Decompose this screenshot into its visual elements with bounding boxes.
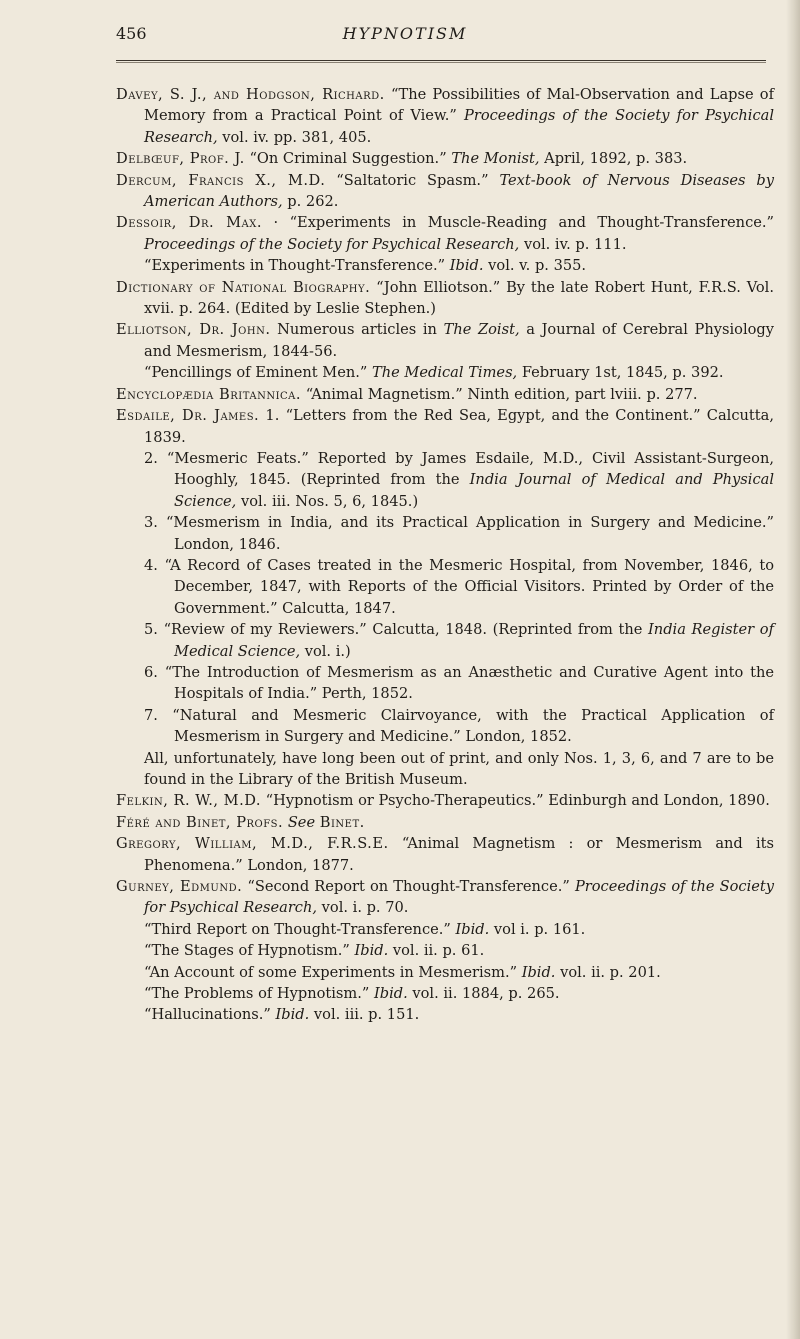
entry-delboeuf (116, 148, 774, 169)
entry-italic: India Register of Medical Science, (174, 621, 774, 660)
author: Gregory, William, M.D., F.R.S.E. (116, 835, 389, 853)
header-rule-secondary (116, 62, 766, 63)
entry-italic: India Journal of Medical and Physical Science, (174, 471, 774, 510)
entry-fere (116, 812, 774, 833)
entry-text: “An Account of some Experiments in Mesmerism.” (144, 963, 522, 981)
entry-italic: Proceedings of the Society for Psychical Research, (144, 878, 774, 917)
entry-text: · “Experiments in Muscle-Reading and Thought-Transference.” (262, 214, 774, 232)
entry-esdaile-6 (116, 662, 774, 705)
entry-italic: Ibid. (449, 257, 484, 275)
entry-elliotson-2 (116, 362, 774, 383)
author: Dercum, Francis X., M.D. (116, 171, 326, 189)
entry-italic: The Monist, (451, 150, 540, 168)
entry-esdaile-3 (116, 512, 774, 555)
entry-text: “Hypnotism or Psycho-Therapeutics.” Edinburgh and London, 1890. (261, 792, 770, 810)
entry-felkin (116, 790, 774, 811)
entry-text: vol. ii. p. 201. (555, 963, 661, 981)
entry-dessoir (116, 212, 774, 255)
entry-gregory (116, 833, 774, 876)
entry-italic: The Medical Times, (372, 364, 518, 382)
entry-text: a Journal of Cerebral Physiology and Mesmerism, 1844-56. (144, 321, 774, 360)
entry-text: “Animal Magnetism.” Ninth edition, part lviii. p. 277. (301, 385, 698, 403)
entry-italic: Proceedings of the Society for Psychical Research, (144, 107, 775, 146)
entry-encyclopaedia (116, 384, 774, 405)
author: Elliotson, Dr. John. (116, 321, 271, 339)
entry-esdaile-7 (116, 705, 774, 748)
entry-text: Numerous articles in (270, 321, 444, 339)
entry-elliotson (116, 319, 774, 362)
entry-gurney-2 (116, 919, 774, 940)
entry-text: 1. “Letters from the Red Sea, Egypt, and the Continent.” Calcutta, 1839. (144, 407, 774, 446)
entry-text: All, unfortunately, have long been out of print, and only Nos. 1, 3, 6, and 7 are to be found in the Library of the British Museum. (144, 749, 774, 788)
entry-esdaile-4 (116, 555, 774, 619)
entry-text: “Experiments in Thought-Transference.” (144, 257, 450, 275)
entry-text: “On Criminal Suggestion.” (244, 150, 452, 168)
entry-italic: See (287, 813, 316, 831)
entry-gurney-5 (116, 983, 774, 1004)
entry-text: “Hallucinations.” (144, 1006, 276, 1024)
entry-italic: Proceedings of the Society for Psychical Research, (144, 235, 520, 253)
entry-esdaile-note (116, 748, 774, 791)
entry-text: “John Elliotson.” By the late Robert Hunt, F.R.S. Vol. xvii. p. 264. (Edited by Leslie Stephen.) (144, 278, 774, 318)
entry-gurney-3 (116, 940, 774, 961)
entry-text: vol. iii. p. 151. (309, 1006, 420, 1024)
page-edge-shadow (786, 0, 800, 1339)
entry-text: vol i. p. 161. (489, 920, 586, 938)
entry-text: “Saltatoric Spasm.” (325, 171, 500, 189)
entry-text: vol. iii. Nos. 5, 6, 1845.) (236, 492, 419, 510)
entry-dercum (116, 170, 774, 213)
running-title: HYPNOTISM (342, 24, 468, 43)
entry-text: vol. ii. p. 61. (388, 942, 485, 960)
entry-gurney-4 (116, 962, 774, 983)
entry-text: “The Problems of Hypnotism.” (144, 985, 374, 1003)
entry-text: vol. i.) (300, 642, 351, 660)
entry-italic: Ibid. (354, 942, 389, 960)
entry-text: vol. ii. 1884, p. 265. (407, 985, 560, 1003)
author: Davey, S. J., and Hodgson, Richard. (116, 86, 385, 103)
entry-gurney-6 (116, 1004, 774, 1025)
entry-text: vol. iv. pp. 381, 405. (217, 128, 372, 146)
entry-text: “Animal Magnetism : or Mesmerism and its Phenomena.” London, 1877. (144, 835, 774, 874)
entry-text: “The Possibilities of Mal-Observation and Lapse of Memory from a Practical Point of View.” (144, 86, 774, 125)
header-rule (116, 60, 766, 61)
author: Encyclopædia Britannica. (116, 385, 302, 403)
entry-text: “Third Report on Thought-Transference.” (144, 920, 456, 938)
entry-text: “Pencillings of Eminent Men.” (144, 364, 373, 382)
entry-text: 4. “A Record of Cases treated in the Mesmeric Hospital, from November, 1846, to December, 1847, with Reports of the Official Visitors. Printed by Order of the Government.” Calcutta, 1847. (144, 556, 774, 617)
entry-text: 7. “Natural and Mesmeric Clairvoyance, with the Practical Application of Mesmerism in Surgery and Medicine.” London, 1852. (144, 706, 774, 746)
entry-esdaile-2 (116, 448, 774, 512)
entry-text: “Second Report on Thought-Transference.” (242, 878, 575, 896)
entry-italic: Ibid. (455, 920, 490, 938)
entry-text: 2. “Mesmeric Feats.” Reported by James Esdaile, M.D., Civil Assistant-Surgeon, Hooghly, 1845. (Reprinted from the (144, 449, 774, 489)
entry-text: vol. v. p. 355. (483, 257, 587, 275)
page-number: 456 (116, 24, 147, 43)
entry-text: April, 1892, p. 383. (539, 150, 688, 168)
entry-davey (116, 84, 774, 148)
author: Delbœuf, Prof. J. (116, 150, 245, 168)
entry-text: 5. “Review of my Reviewers.” Calcutta, 1848. (Reprinted from the (144, 621, 649, 639)
entry-dictionary (116, 277, 774, 320)
entry-italic: The Zoist, (443, 321, 520, 339)
entry-esdaile-5 (116, 619, 774, 662)
entry-text: 3. “Mesmerism in India, and its Practical Application in Surgery and Medicine.” London, 1846. (144, 514, 774, 553)
entry-text: vol. iv. p. 111. (519, 235, 627, 253)
entry-text: p. 262. (282, 193, 339, 211)
entry-italic: Ibid. (521, 963, 556, 981)
entry-italic: Text-book of Nervous Diseases by American Authors, (144, 171, 774, 211)
cross-reference: Binet. (319, 813, 365, 831)
author: Gurney, Edmund. (116, 878, 243, 896)
author: Féré and Binet, Profs. (116, 813, 284, 831)
author: Dictionary of National Biography. (116, 278, 371, 296)
page-header (0, 0, 800, 70)
author: Felkin, R. W., M.D. (116, 792, 262, 810)
entry-text: 6. “The Introduction of Mesmerism as an Anæsthetic and Curative Agent into the Hospitals of India.” Perth, 1852. (144, 663, 774, 703)
entry-text: February 1st, 1845, p. 392. (517, 364, 724, 382)
entry-gurney (116, 876, 774, 919)
author: Dessoir, Dr. Max. (116, 214, 263, 232)
bibliography-list (116, 84, 774, 1026)
author: Esdaile, Dr. James. (116, 407, 260, 425)
entry-dessoir-2 (116, 255, 774, 276)
entry-text: vol. i. p. 70. (317, 899, 409, 917)
entry-esdaile (116, 405, 774, 448)
entry-italic: Ibid. (275, 1006, 310, 1024)
entry-italic: Ibid. (374, 985, 408, 1003)
entry-text: “The Stages of Hypnotism.” (144, 942, 355, 960)
